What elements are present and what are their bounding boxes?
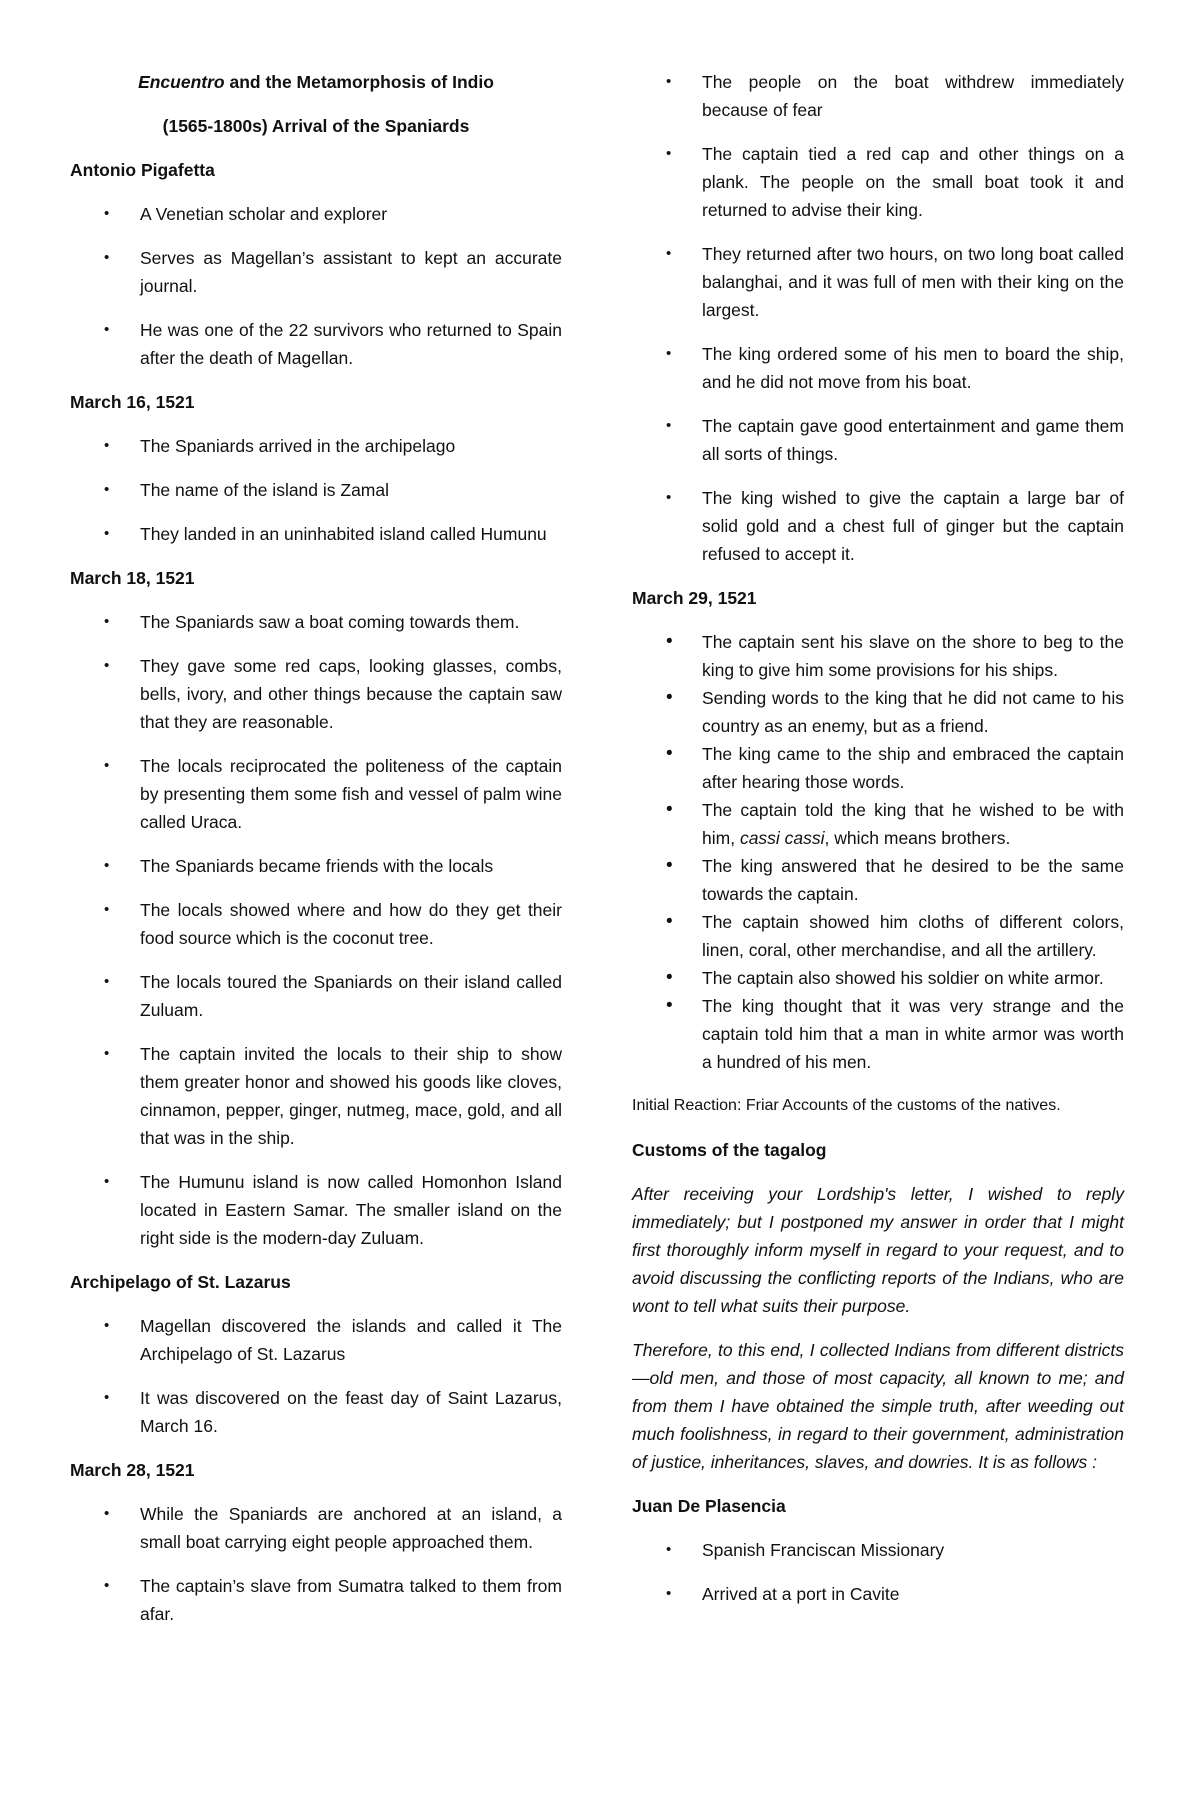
bullet-icon: • [666,345,672,362]
list-item: • The Spaniards saw a boat coming towards them. [70,608,562,636]
bullet-icon: • [666,911,673,932]
bullet-icon: • [104,1505,110,1522]
list-item: • The captain sent his slave on the shore to beg to the king to give him some provisions for his ships. [632,628,1124,684]
list-march-29 [632,628,1124,1076]
list-item: • He was one of the 22 survivors who returned to Spain after the death of Magellan. [70,316,562,372]
list-item: • It was discovered on the feast day of Saint Lazarus, March 16. [70,1384,562,1440]
section-heading-march-29: March 29, 1521 [632,588,757,608]
bullet-icon: • [104,1317,110,1334]
list-item: • The captain showed him cloths of different colors, linen, coral, other merchandise, and all the artillery. [632,908,1124,964]
list-item: • Spanish Franciscan Missionary [632,1536,1124,1564]
list-item: • They landed in an uninhabited island called Humunu [70,520,562,548]
customs-paragraph-2: Therefore, to this end, I collected Indians from different districts—old men, and those of most capacity, all known to me; and from them I have obtained the simple truth, after weeding out much foolishness, in regard to their government, administration of justice, inheritances, slaves, and dowries. It is as follows : [632,1340,1124,1472]
bullet-icon: • [104,205,110,222]
cassi-cassi-term: cassi cassi [739,828,825,848]
list-item: • The captain also showed his soldier on white armor. [632,964,1124,992]
bullet-icon: • [104,1577,110,1594]
bullet-icon: • [666,245,672,262]
bullet-icon: • [104,481,110,498]
list-item: • Magellan discovered the islands and called it The Archipelago of St. Lazarus [70,1312,562,1368]
bullet-icon: • [104,901,110,918]
list-item: • The king came to the ship and embraced the captain after hearing those words. [632,740,1124,796]
list-item: • The captain tied a red cap and other things on a plank. The people on the small boat took it and returned to advise their king. [632,140,1124,224]
bullet-icon: • [104,1045,110,1062]
list-item: • The king wished to give the captain a large bar of solid gold and a chest full of ginger but the captain refused to accept it. [632,484,1124,568]
bullet-icon: • [104,973,110,990]
right-column [632,68,1124,1624]
bullet-icon: • [104,657,110,674]
bullet-icon: • [104,1173,110,1190]
list-item: • Serves as Magellan’s assistant to kept an accurate journal. [70,244,562,300]
bullet-icon: • [104,757,110,774]
document-title [70,68,562,96]
list-item: • The captain’s slave from Sumatra talked to them from afar. [70,1572,562,1628]
bullet-icon: • [666,417,672,434]
list-item: • The captain gave good entertainment and game them all sorts of things. [632,412,1124,468]
bullet-icon: • [666,145,672,162]
list-item: • Sending words to the king that he did not came to his country as an enemy, but as a friend. [632,684,1124,740]
title-rest: and the Metamorphosis of Indio [224,72,494,92]
bullet-icon: • [104,249,110,266]
bullet-icon: • [666,1585,672,1602]
bullet-icon: • [666,799,673,820]
list-item: • Arrived at a port in Cavite [632,1580,1124,1608]
bullet-icon: • [666,631,673,652]
section-heading-customs: Customs of the tagalog [632,1140,827,1160]
bullet-icon: • [104,857,110,874]
list-plasencia [632,1536,1124,1608]
list-item: • The locals showed where and how do they get their food source which is the coconut tree. [70,896,562,952]
bullet-icon: • [104,613,110,630]
bullet-icon: • [666,687,673,708]
bullet-icon: • [666,743,673,764]
list-item: • The captain told the king that he wished to be with him, cassi cassi, which means brothers. [632,796,1124,852]
document-subtitle: (1565-1800s) Arrival of the Spaniards [162,116,470,136]
list-item: • The Spaniards arrived in the archipelago [70,432,562,460]
section-heading-pigafetta: Antonio Pigafetta [70,160,215,180]
section-heading-march-18: March 18, 1521 [70,568,195,588]
bullet-icon: • [104,437,110,454]
list-march-16 [70,432,562,548]
section-heading-plasencia: Juan De Plasencia [632,1496,786,1516]
list-item: • The people on the boat withdrew immediately because of fear [632,68,1124,124]
bullet-icon: • [666,1541,672,1558]
left-column [70,68,562,1644]
section-heading-march-16: March 16, 1521 [70,392,195,412]
list-pigafetta [70,200,562,372]
list-march-28 [70,1500,562,1628]
list-item: • A Venetian scholar and explorer [70,200,562,228]
bullet-icon: • [666,855,673,876]
bullet-icon: • [666,967,673,988]
section-heading-st-lazarus: Archipelago of St. Lazarus [70,1272,291,1292]
bullet-icon: • [104,525,110,542]
list-item: • The locals reciprocated the politeness of the captain by presenting them some fish and vessel of palm wine called Uraca. [70,752,562,836]
list-item: • The king answered that he desired to be the same towards the captain. [632,852,1124,908]
customs-paragraph-1: After receiving your Lordship's letter, I wished to reply immediately; but I postponed my answer in order that I might first thoroughly inform myself in regard to your request, and to avoid discussing the conflicting reports of the Indians, who are wont to tell what suits their purpose. [632,1184,1124,1316]
bullet-icon: • [104,321,110,338]
list-item: • The king thought that it was very strange and the captain told him that a man in white armor was worth a hundred of his men. [632,992,1124,1076]
list-item: • The Humunu island is now called Homonhon Island located in Eastern Samar. The smaller island on the right side is the modern-day Zuluam. [70,1168,562,1252]
list-st-lazarus [70,1312,562,1440]
list-item: • The locals toured the Spaniards on their island called Zuluam. [70,968,562,1024]
list-march-28-continued [632,68,1124,568]
list-item: • They gave some red caps, looking glasses, combs, bells, ivory, and other things because the captain saw that they are reasonable. [70,652,562,736]
list-item: • The captain invited the locals to their ship to show them greater honor and showed his goods like cloves, cinnamon, pepper, ginger, nutmeg, mace, gold, and all that was in the ship. [70,1040,562,1152]
bullet-icon: • [104,1389,110,1406]
list-march-18 [70,608,562,1252]
list-item: • The king ordered some of his men to board the ship, and he did not move from his boat. [632,340,1124,396]
bullet-icon: • [666,995,673,1016]
bullet-icon: • [666,489,672,506]
bullet-icon: • [666,73,672,90]
list-item: • They returned after two hours, on two long boat called balanghai, and it was full of men with their king on the largest. [632,240,1124,324]
list-item: • The Spaniards became friends with the locals [70,852,562,880]
section-heading-march-28: March 28, 1521 [70,1460,195,1480]
list-item: • While the Spaniards are anchored at an island, a small boat carrying eight people approached them. [70,1500,562,1556]
initial-reaction-note: Initial Reaction: Friar Accounts of the customs of the natives. [632,1097,1061,1114]
title-italic: Encuentro [138,72,225,92]
list-item: • The name of the island is Zamal [70,476,562,504]
